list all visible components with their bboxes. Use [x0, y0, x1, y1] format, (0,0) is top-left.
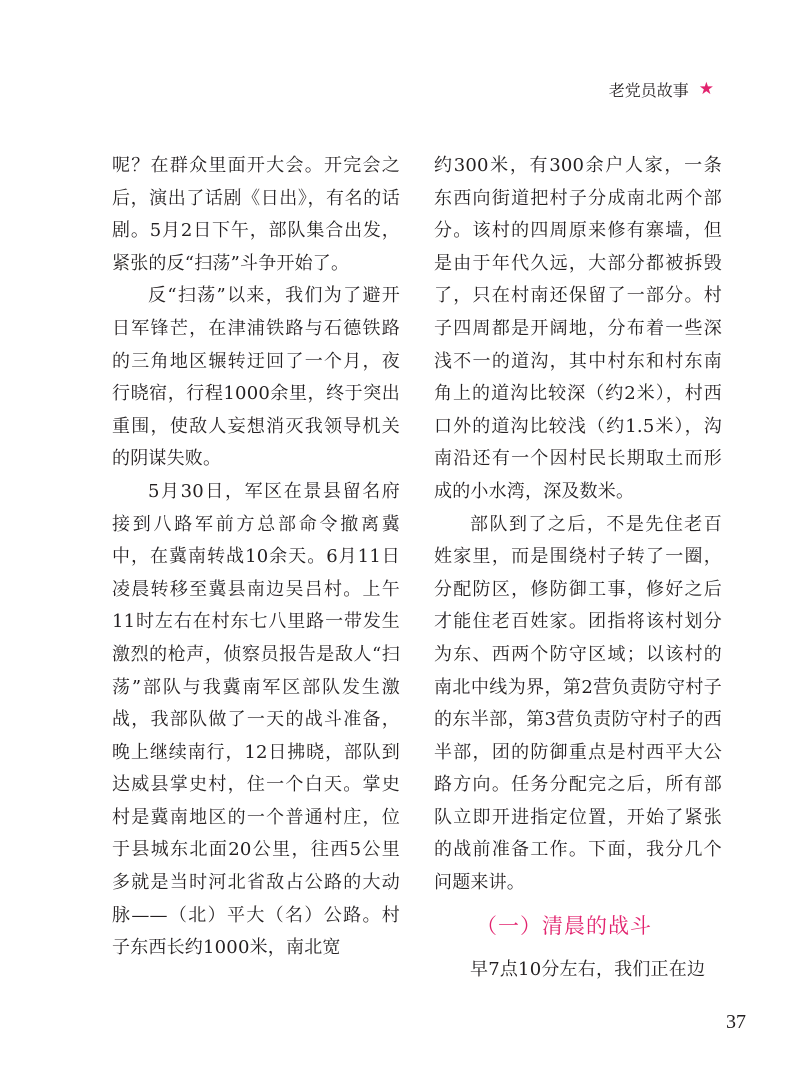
star-icon: ★	[698, 79, 714, 99]
paragraph: 早7点10分左右，我们正在边	[470, 958, 706, 980]
page-number: 37	[726, 1011, 746, 1033]
paragraph: 部队到了之后，不是先住老百姓家里，而是围绕村子转了一圈，分配防区，修防御工事，修好之后才能住老百姓家。团指将该村划分为东、西两个防守区域；以该村的南北中线为界，第2营负责防守村子的东半部，第3营负责防守村子的西半部，团的防御重点是村西平大公路方向。任务分配完之后，所有部队立即开进指定位置，开始了紧张的战前准备工作。下面，我分几个问题来讲。	[434, 513, 722, 894]
section-heading: （一）清晨的战斗	[476, 913, 652, 938]
left-column	[112, 150, 400, 965]
paragraph: 5月30日，军区在景县留名府接到八路军前方总部命令撤离冀中，在冀南转战10余天。6月11日凌晨转移至冀县南边吴吕村。上午11时左右在村东七八里路一带发生激烈的枪声，侦察员报告是敌人“扫荡”部队与我冀南军区部队发生激战，我部队做了一天的战斗准备，晚上继续南行，12日拂晓，部队到达威县掌史村，住一个白天。掌史村是冀南地区的一个普通村庄，位于县城东北面20公里，往西5公里多就是当时河北省敌占公路的大动脉——（北）平大（名）公路。村子东西长约1000米，南北宽	[112, 480, 400, 959]
header-title: 老党员故事	[608, 81, 689, 100]
paragraph: 呢？在群众里面开大会。开完会之后，演出了话剧《日出》，有名的话剧。5月2日下午，部队集合出发，紧张的反“扫荡”斗争开始了。	[112, 155, 400, 274]
paragraph: 约300米，有300余户人家，一条东西向街道把村子分成南北两个部分。该村的四周原来修有寨墙，但是由于年代久远，大部分都被拆毁了，只在村南还保留了一部分。村子四周都是开阔地，分布着一些深浅不一的道沟，其中村东和村东南角上的道沟比较深（约2米），村西口外的道沟比较浅（约1.5米），沟南沿还有一个因村民长期取土而形成的小水湾，深及数米。	[434, 155, 722, 502]
right-column	[434, 150, 722, 986]
paragraph: 反“扫荡”以来，我们为了避开日军锋芒，在津浦铁路与石德铁路的三角地区辗转迂回了一个月，夜行晓宿，行程1000余里，终于突出重围，使敌人妄想消灭我领导机关的阴谋失败。	[112, 285, 400, 470]
running-header	[609, 78, 714, 101]
